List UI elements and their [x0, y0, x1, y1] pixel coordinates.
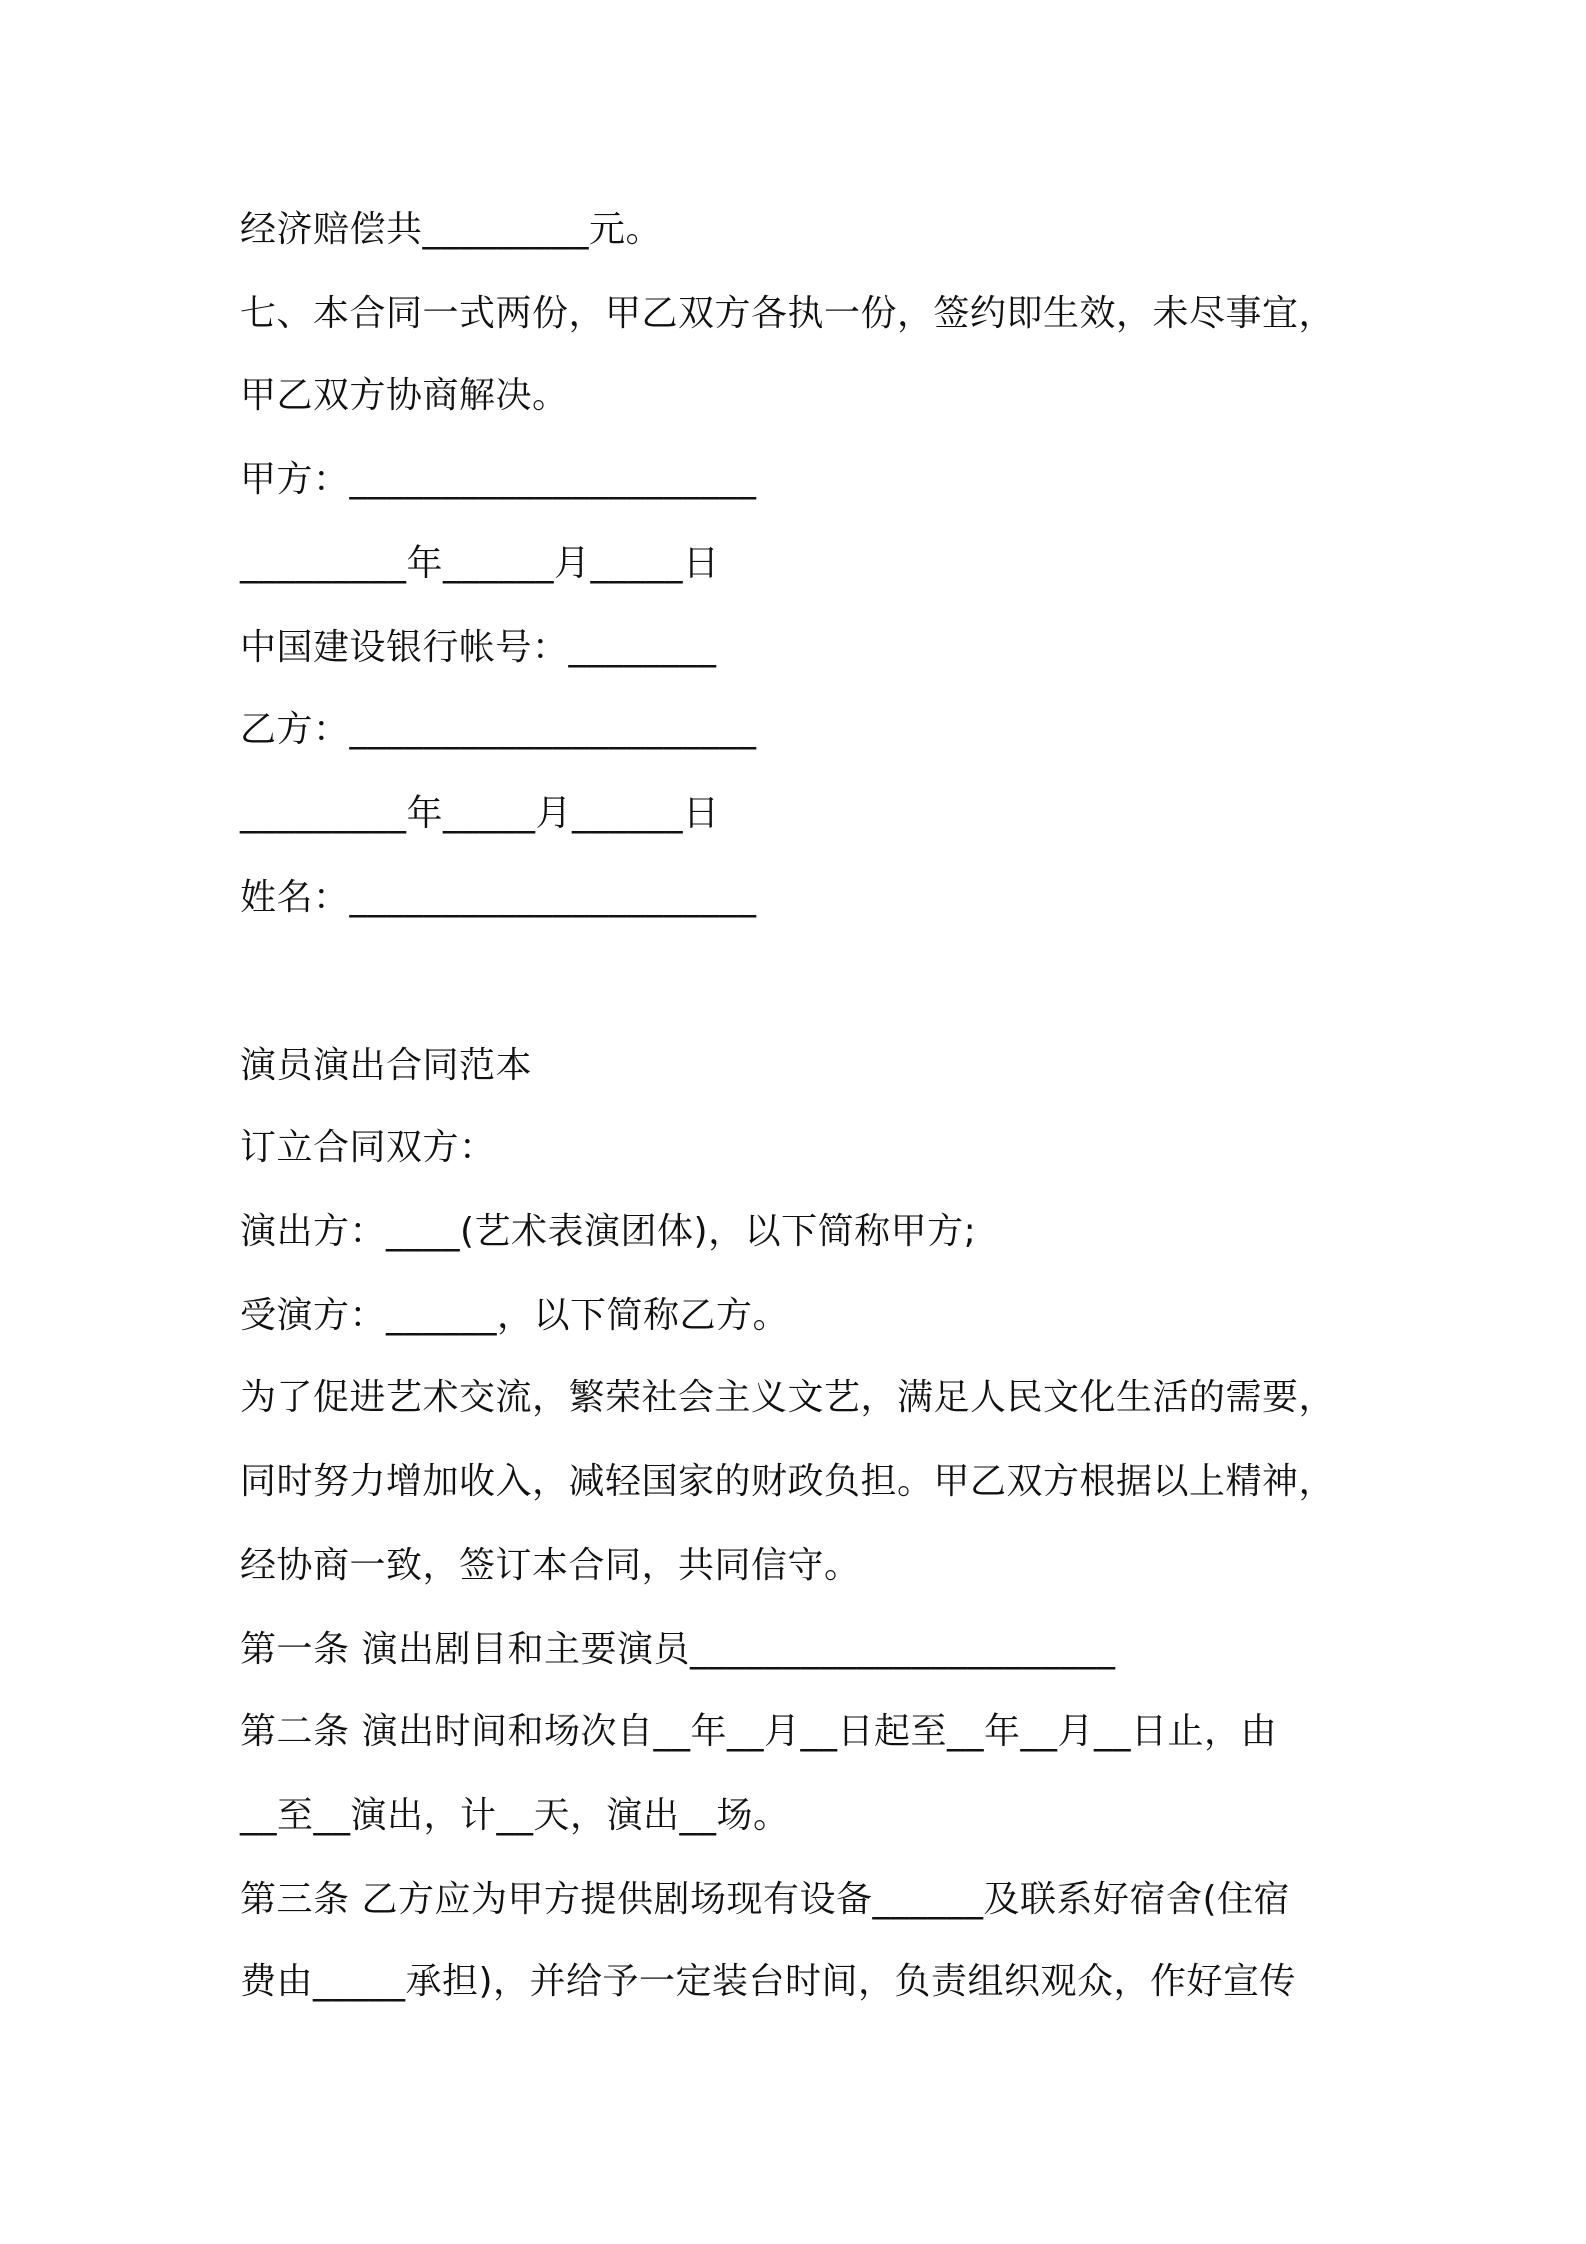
clause-seven-line-2: 甲乙双方协商解决。 [240, 375, 569, 416]
contract-parties-heading: 订立合同双方： [240, 1127, 496, 1168]
party-b-signature: 乙方：______________________ [240, 709, 757, 750]
purpose-line-1: 为了促进艺术交流，繁荣社会主义文艺，满足人民文化生活的需要， [240, 1377, 1336, 1418]
section-title: 演员演出合同范本 [240, 1045, 533, 1086]
party-b-date: _________年_____月______日 [240, 793, 720, 834]
party-a-signature: 甲方：______________________ [240, 459, 757, 500]
purpose-line-3: 经协商一致，签订本合同，共同信守。 [240, 1545, 861, 1586]
bank-account-line: 中国建设银行帐号：________ [240, 627, 717, 668]
article-two-line-1: 第二条 演出时间和场次自__年__月__日起至__年__月__日止，由 [240, 1711, 1277, 1752]
name-signature: 姓名：______________________ [240, 877, 757, 918]
article-three-line-2: 费由_____承担)，并给予一定装台时间，负责组织观众，作好宣传 [240, 1961, 1297, 2002]
party-a-date: _________年______月_____日 [240, 543, 720, 584]
performer-party-line: 演出方：____(艺术表演团体)，以下简称甲方; [240, 1211, 977, 1252]
compensation-line: 经济赔偿共_________元。 [240, 209, 663, 250]
article-one-line: 第一条 演出剧目和主要演员_______________________ [240, 1629, 1116, 1670]
receiver-party-line: 受演方：______，以下简称乙方。 [240, 1295, 790, 1336]
clause-seven-line-1: 七、本合同一式两份，甲乙双方各执一份，签约即生效，未尽事宜， [240, 293, 1336, 334]
article-two-line-2: __至__演出，计__天，演出__场。 [240, 1795, 790, 1836]
purpose-line-2: 同时努力增加收入，减轻国家的财政负担。甲乙双方根据以上精神， [240, 1461, 1336, 1502]
article-three-line-1: 第三条 乙方应为甲方提供剧场现有设备______及联系好宿舍(住宿 [240, 1879, 1290, 1920]
